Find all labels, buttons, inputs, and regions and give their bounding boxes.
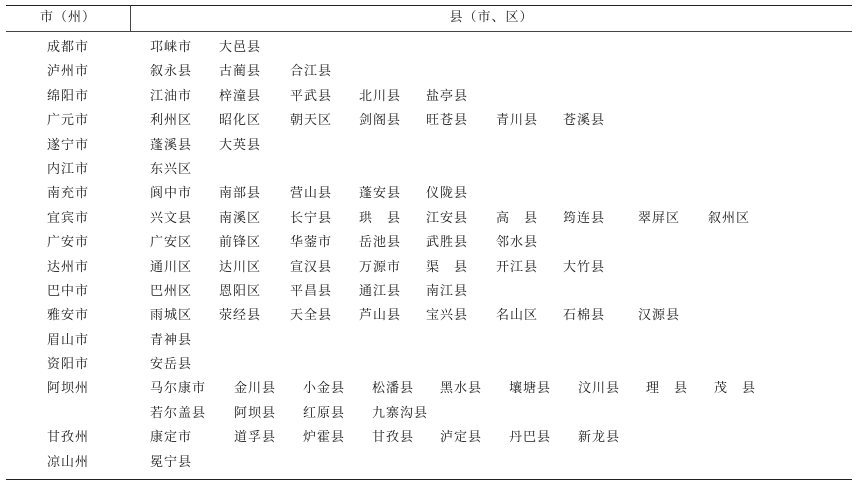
city-cell: 宜宾市 bbox=[46, 210, 89, 226]
county-cell: 万源市 bbox=[359, 259, 402, 275]
county-cell: 利州区 bbox=[150, 113, 193, 129]
county-cell: 旺苍县 bbox=[426, 113, 469, 129]
table-row bbox=[6, 353, 852, 377]
table-row bbox=[6, 304, 852, 328]
county-cell: 恩阳区 bbox=[219, 283, 262, 299]
county-cell: 昭化区 bbox=[219, 113, 262, 129]
table-row bbox=[6, 182, 852, 206]
table-row bbox=[6, 256, 852, 280]
county-cell: 宝兴县 bbox=[426, 308, 469, 324]
city-cell: 眉山市 bbox=[46, 332, 89, 348]
county-cell: 蓬溪县 bbox=[150, 137, 193, 153]
table-row bbox=[6, 158, 852, 182]
county-cell: 金川县 bbox=[234, 381, 277, 397]
county-cell: 南溪区 bbox=[219, 210, 262, 226]
table-row bbox=[6, 60, 852, 84]
county-cell: 红原县 bbox=[303, 405, 346, 421]
county-cell: 汉源县 bbox=[638, 308, 681, 324]
county-cell: 长宁县 bbox=[290, 210, 333, 226]
county-cell: 岳池县 bbox=[359, 235, 402, 251]
table-row bbox=[6, 109, 852, 133]
county-cell: 邻水县 bbox=[496, 235, 539, 251]
county-cell: 阿坝县 bbox=[234, 405, 277, 421]
table-row bbox=[6, 329, 852, 353]
county-cell: 宣汉县 bbox=[290, 259, 333, 275]
county-cell: 高 县 bbox=[496, 210, 539, 226]
table-row bbox=[6, 280, 852, 304]
county-cell: 兴文县 bbox=[150, 210, 193, 226]
city-cell: 内江市 bbox=[46, 161, 89, 177]
county-cell: 名山区 bbox=[496, 308, 539, 324]
city-cell: 绵阳市 bbox=[46, 88, 89, 104]
city-cell: 达州市 bbox=[46, 259, 89, 275]
county-cell: 小金县 bbox=[303, 381, 346, 397]
county-cell: 武胜县 bbox=[426, 235, 469, 251]
table-header-rule bbox=[6, 31, 852, 32]
county-cell: 茂 县 bbox=[714, 381, 757, 397]
city-cell: 广元市 bbox=[46, 113, 89, 129]
county-cell: 冕宁县 bbox=[150, 454, 193, 470]
table-row bbox=[6, 134, 852, 158]
county-cell: 大英县 bbox=[219, 137, 262, 153]
county-cell: 泸定县 bbox=[440, 430, 483, 446]
table-row bbox=[6, 85, 852, 109]
county-cell: 大邑县 bbox=[219, 40, 262, 55]
county-cell: 盐亭县 bbox=[426, 88, 469, 104]
county-cell: 达川区 bbox=[219, 259, 262, 275]
county-cell: 前锋区 bbox=[219, 235, 262, 251]
county-cell: 若尔盖县 bbox=[150, 405, 207, 421]
city-cell: 南充市 bbox=[46, 186, 89, 202]
county-cell: 合江县 bbox=[290, 64, 333, 80]
county-cell: 珙 县 bbox=[359, 210, 402, 226]
county-cell: 渠 县 bbox=[426, 259, 469, 275]
county-cell: 荥经县 bbox=[219, 308, 262, 324]
city-cell: 巴中市 bbox=[46, 283, 89, 299]
county-cell: 华蓥市 bbox=[290, 235, 333, 251]
city-cell: 广安市 bbox=[46, 235, 89, 251]
table-row bbox=[6, 426, 852, 450]
county-cell: 营山县 bbox=[290, 186, 333, 202]
county-cell: 北川县 bbox=[359, 88, 402, 104]
county-cell: 雨城区 bbox=[150, 308, 193, 324]
county-cell: 大竹县 bbox=[563, 259, 606, 275]
county-cell: 筠连县 bbox=[563, 210, 606, 226]
city-cell: 甘孜州 bbox=[46, 430, 89, 446]
county-cell: 东兴区 bbox=[150, 161, 193, 177]
county-cell: 南江县 bbox=[426, 283, 469, 299]
city-cell: 成都市 bbox=[46, 40, 89, 55]
county-cell: 江安县 bbox=[426, 210, 469, 226]
county-cell: 理 县 bbox=[646, 381, 689, 397]
county-cell: 蓬安县 bbox=[359, 186, 402, 202]
county-cell: 青神县 bbox=[150, 332, 193, 348]
county-cell: 青川县 bbox=[496, 113, 539, 129]
county-cell: 黑水县 bbox=[440, 381, 483, 397]
county-cell: 江油市 bbox=[150, 88, 193, 104]
county-cell: 梓潼县 bbox=[219, 88, 262, 104]
table-bottom-rule bbox=[6, 479, 852, 480]
county-cell: 叙永县 bbox=[150, 64, 193, 80]
header-county: 县（市、区） bbox=[449, 10, 534, 25]
county-cell: 康定市 bbox=[150, 430, 193, 446]
header-city: 市（州） bbox=[39, 10, 96, 25]
county-cell: 丹巴县 bbox=[509, 430, 552, 446]
county-cell: 九寨沟县 bbox=[372, 405, 429, 421]
county-cell: 平昌县 bbox=[290, 283, 333, 299]
county-cell: 壤塘县 bbox=[509, 381, 552, 397]
county-cell: 朝天区 bbox=[290, 113, 333, 129]
table-row bbox=[6, 377, 852, 401]
county-cell: 芦山县 bbox=[359, 308, 402, 324]
county-cell: 安岳县 bbox=[150, 357, 193, 373]
county-cell: 阆中市 bbox=[150, 186, 193, 202]
county-cell: 新龙县 bbox=[578, 430, 621, 446]
county-cell: 邛崃市 bbox=[150, 40, 193, 55]
table-row bbox=[6, 451, 852, 475]
city-cell: 阿坝州 bbox=[46, 381, 89, 397]
county-cell: 剑阁县 bbox=[359, 113, 402, 129]
county-cell: 马尔康市 bbox=[150, 381, 207, 397]
county-cell: 广安区 bbox=[150, 235, 193, 251]
county-cell: 平武县 bbox=[290, 88, 333, 104]
table-row bbox=[6, 231, 852, 255]
county-cell: 天全县 bbox=[290, 308, 333, 324]
county-cell: 松潘县 bbox=[372, 381, 415, 397]
table-row bbox=[6, 402, 852, 426]
table-body bbox=[6, 36, 852, 475]
county-cell: 道孚县 bbox=[234, 430, 277, 446]
county-cell: 仪陇县 bbox=[426, 186, 469, 202]
county-cell: 炉霍县 bbox=[303, 430, 346, 446]
city-cell: 资阳市 bbox=[46, 357, 89, 373]
table-row bbox=[6, 207, 852, 231]
table-row bbox=[6, 36, 852, 60]
county-cell: 南部县 bbox=[219, 186, 262, 202]
county-cell: 叙州区 bbox=[708, 210, 751, 226]
city-cell: 遂宁市 bbox=[46, 137, 89, 153]
county-cell: 甘孜县 bbox=[372, 430, 415, 446]
county-cell: 巴州区 bbox=[150, 283, 193, 299]
county-cell: 开江县 bbox=[496, 259, 539, 275]
county-cell: 通川区 bbox=[150, 259, 193, 275]
city-cell: 凉山州 bbox=[46, 454, 89, 470]
county-cell: 苍溪县 bbox=[563, 113, 606, 129]
county-cell: 石棉县 bbox=[563, 308, 606, 324]
county-cell: 翠屏区 bbox=[638, 210, 681, 226]
county-cell: 汶川县 bbox=[578, 381, 621, 397]
county-cell: 通江县 bbox=[359, 283, 402, 299]
county-cell: 古蔺县 bbox=[219, 64, 262, 80]
city-cell: 泸州市 bbox=[46, 64, 89, 80]
city-cell: 雅安市 bbox=[46, 308, 89, 324]
